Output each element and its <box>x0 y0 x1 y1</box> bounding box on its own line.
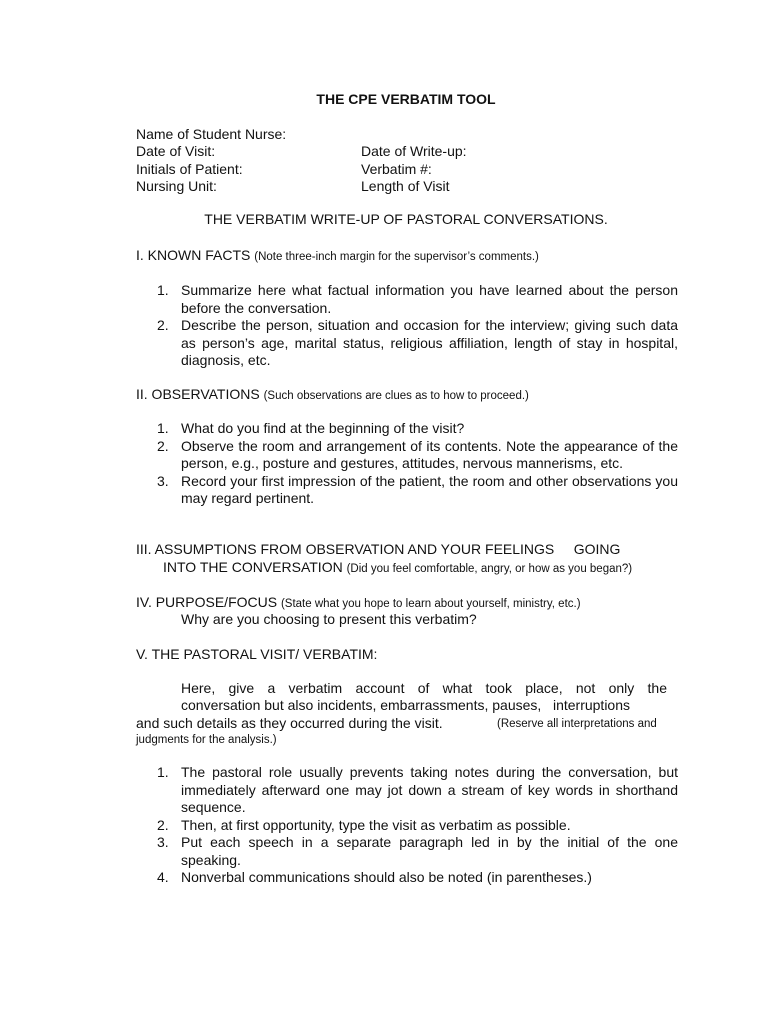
section-known-facts-heading <box>136 247 539 267</box>
field-date-of-visit: Date of Visit: <box>136 143 216 159</box>
verbatim-paragraph-note: (Reserve all interpretations and <box>497 718 657 730</box>
section-pastoral-visit-heading: V. THE PASTORAL VISIT/ VERBATIM: <box>136 646 378 662</box>
list-item <box>136 834 678 869</box>
list-item <box>136 317 678 370</box>
list-item-text: What do you find at the beginning of the visit? <box>181 420 465 436</box>
list-item <box>136 473 678 508</box>
list-item-text: Describe the person, situation and occasion for the interview; giving such data as person’s age, marital status, religious affiliation, length of stay in hospital, diagnosis, etc. <box>181 317 678 368</box>
list-item-number: 2. <box>157 437 169 454</box>
list-item-number: 1. <box>157 764 169 780</box>
field-length-of-visit: Length of Visit <box>361 178 450 194</box>
list-item-number: 2. <box>157 317 169 333</box>
verbatim-paragraph-line2: conversation but also incidents, embarrassments, pauses, interruptions <box>181 697 631 713</box>
list-item <box>136 869 678 887</box>
list-item-text: The pastoral role usually prevents taking notes during the conversation, but immediately afterward one may jot down a stream of key words in shorthand sequence. <box>181 764 678 815</box>
verbatim-paragraph-note-cont: judgments for the analysis.) <box>136 734 277 746</box>
list-item <box>136 817 678 835</box>
section-note: (Did you feel comfortable, angry, or how as you began?) <box>346 563 633 575</box>
list-item-number: 4. <box>157 869 169 885</box>
field-student-nurse: Name of Student Nurse: <box>136 126 287 142</box>
list-item <box>136 420 678 438</box>
section-note: (Such observations are clues as to how to proceed.) <box>263 390 529 402</box>
list-item-number: 2. <box>157 816 169 833</box>
section-note: (State what you hope to learn about yourself, ministry, etc.) <box>280 598 581 610</box>
field-verbatim-number: Verbatim #: <box>361 161 432 177</box>
section-assumptions-heading: III. ASSUMPTIONS FROM OBSERVATION AND YOUR FEELINGS GOING <box>136 541 621 557</box>
list-item-number: 1. <box>157 282 169 298</box>
list-item-number: 1. <box>157 420 169 436</box>
section-observations-heading <box>136 386 529 406</box>
list-item-text: Summarize here what factual information you have learned about the person before the conversation. <box>181 282 678 316</box>
list-item-text: Nonverbal communications should also be noted (in parentheses.) <box>181 869 592 885</box>
list-item <box>136 282 678 317</box>
document-subtitle: THE VERBATIM WRITE-UP OF PASTORAL CONVERSATIONS. <box>204 211 608 227</box>
document-title: THE CPE VERBATIM TOOL <box>316 91 496 107</box>
section-note: (Note three-inch margin for the supervisor’s comments.) <box>254 251 539 263</box>
list-item-number: 3. <box>157 472 169 489</box>
purpose-question: Why are you choosing to present this verbatim? <box>181 611 477 627</box>
verbatim-paragraph-text: and such details as they occurred during the visit. <box>136 715 443 731</box>
known-facts-list <box>136 282 678 370</box>
section-heading-text: I. KNOWN FACTS <box>136 247 251 263</box>
list-item <box>136 438 678 473</box>
observations-list <box>136 420 678 508</box>
list-item-text: Put each speech in a separate paragraph led in by the initial of the one speaking. <box>181 834 678 868</box>
pastoral-visit-list <box>136 764 678 887</box>
section-assumptions-heading-cont <box>163 559 632 579</box>
section-heading-text: II. OBSERVATIONS <box>136 386 260 402</box>
field-initials-of-patient: Initials of Patient: <box>136 161 243 177</box>
field-nursing-unit: Nursing Unit: <box>136 178 217 194</box>
list-item-text: Then, at first opportunity, type the visit as verbatim as possible. <box>181 816 571 833</box>
field-date-of-writeup: Date of Write-up: <box>361 143 467 159</box>
list-item-text: Observe the room and arrangement of its contents. Note the appearance of the person, e.g., posture and gestures, attitudes, nervous mannerisms, etc. <box>181 437 678 471</box>
verbatim-paragraph-line1: Here, give a verbatim account of what took place, not only the <box>181 680 667 696</box>
section-heading-text: IV. PURPOSE/FOCUS <box>136 594 278 610</box>
section-heading-text: INTO THE CONVERSATION <box>163 559 343 575</box>
list-item-text: Record your first impression of the patient, the room and other observations you may regard pertinent. <box>181 472 678 506</box>
list-item-number: 3. <box>157 834 169 850</box>
verbatim-paragraph-line3 <box>136 715 443 733</box>
list-item <box>136 764 678 817</box>
